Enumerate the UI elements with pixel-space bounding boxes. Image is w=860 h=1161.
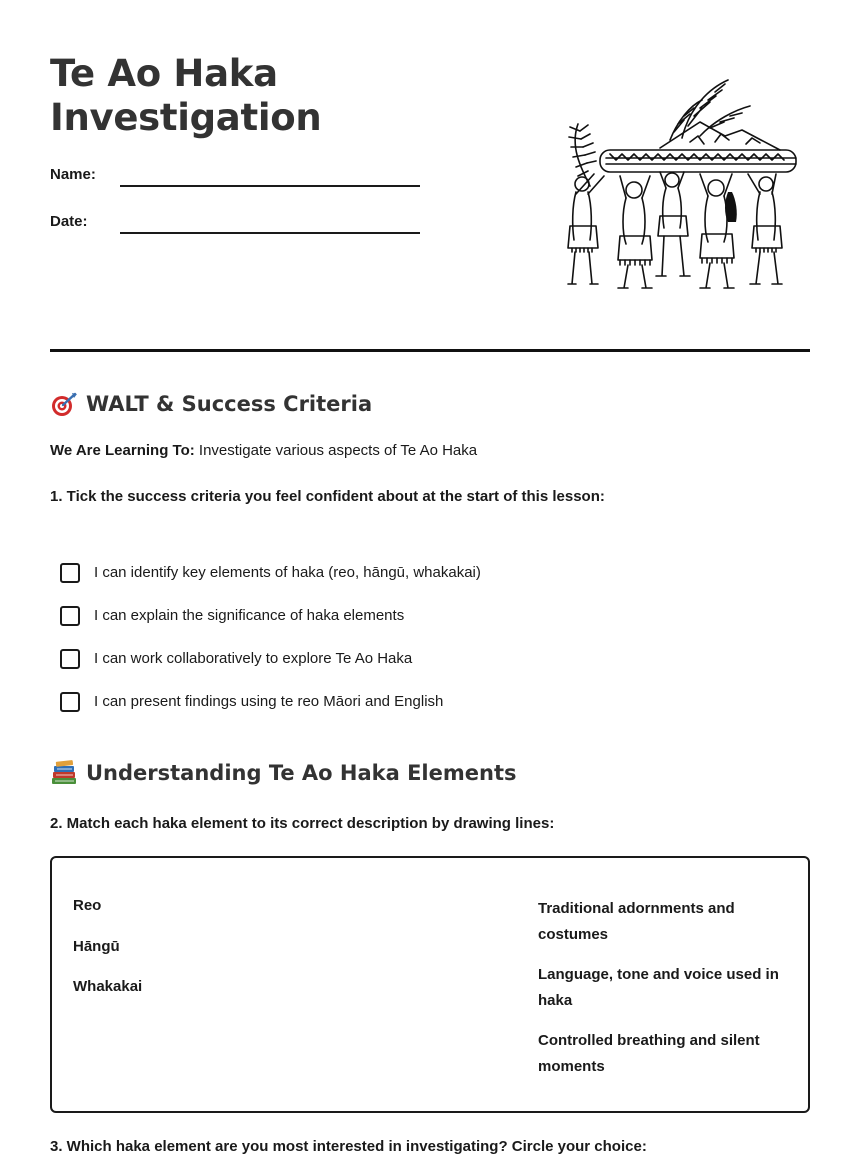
section-walt-heading — [50, 391, 372, 417]
date-write-line[interactable] — [120, 232, 420, 234]
name-label: Name: — [50, 166, 96, 183]
criteria-checkbox[interactable] — [60, 692, 80, 712]
criteria-item[interactable] — [60, 551, 481, 594]
section-walt-title: WALT & Success Criteria — [86, 392, 373, 416]
term-item[interactable]: Whakakai — [73, 978, 143, 995]
title-line-2: Investigation — [50, 96, 322, 139]
haka-illustration — [550, 76, 800, 292]
books-icon — [50, 760, 78, 786]
carved-platform — [600, 150, 796, 172]
page-title — [50, 52, 321, 140]
target-icon — [50, 391, 78, 417]
criteria-checkbox[interactable] — [60, 649, 80, 669]
name-field[interactable] — [50, 166, 420, 196]
success-criteria-list — [60, 551, 481, 723]
criteria-label: I can identify key elements of haka (reo, hāngū, whakakai) — [94, 564, 481, 581]
description-item[interactable]: Language, tone and voice used in haka — [538, 966, 779, 1009]
criteria-label: I can work collaboratively to explore Te Ao Haka — [94, 650, 413, 667]
title-line-1: Te Ao Haka — [50, 52, 278, 95]
question-2: 2. Match each haka element to its correct description by drawing lines: — [50, 815, 555, 832]
walt-text: Investigate various aspects of Te Ao Haka — [194, 442, 478, 459]
haka-terms-list — [73, 896, 142, 1018]
criteria-item[interactable] — [60, 680, 481, 723]
description-item[interactable]: Controlled breathing and silent moments — [538, 1032, 760, 1075]
header-divider — [50, 349, 810, 352]
date-field[interactable] — [50, 213, 420, 243]
section-elements-title: Understanding Te Ao Haka Elements — [86, 761, 517, 785]
description-item[interactable]: Traditional adornments and costumes — [538, 900, 735, 943]
term-item[interactable]: Reo — [73, 897, 102, 914]
walt-statement — [50, 441, 477, 461]
criteria-checkbox[interactable] — [60, 563, 80, 583]
question-1: 1. Tick the success criteria you feel confident about at the start of this lesson: — [50, 488, 605, 505]
descriptions-list — [538, 896, 788, 1094]
criteria-label: I can explain the significance of haka elements — [94, 607, 405, 624]
criteria-item[interactable] — [60, 594, 481, 637]
criteria-checkbox[interactable] — [60, 606, 80, 626]
performers-illustration — [568, 172, 782, 288]
date-label: Date: — [50, 213, 88, 230]
matching-box — [50, 856, 810, 1113]
criteria-item[interactable] — [60, 637, 481, 680]
name-write-line[interactable] — [120, 185, 420, 187]
walt-label: We Are Learning To: — [50, 442, 195, 459]
term-item[interactable]: Hāngū — [73, 937, 120, 955]
section-elements-heading — [50, 760, 517, 786]
question-3: 3. Which haka element are you most interested in investigating? Circle your choice: — [50, 1138, 647, 1155]
criteria-label: I can present findings using te reo Māori and English — [94, 693, 444, 710]
